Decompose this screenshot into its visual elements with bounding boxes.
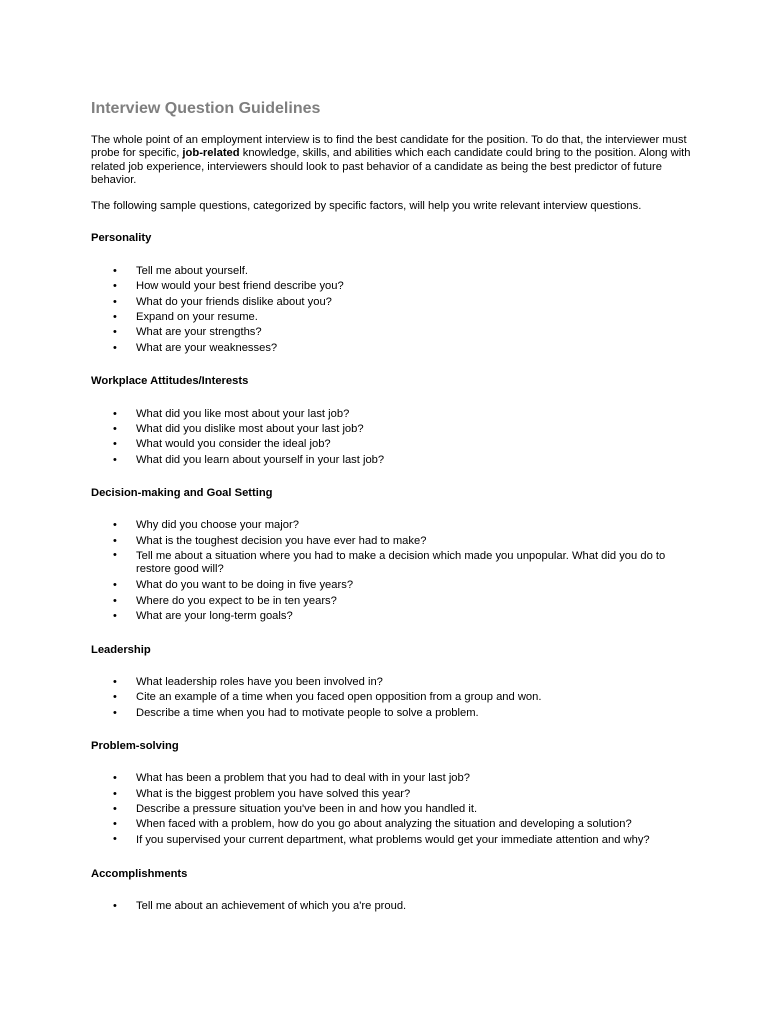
question-text: Tell me about an achievement of which you a're proud. xyxy=(136,900,407,913)
bullet-icon: • xyxy=(113,691,117,704)
question-text: Tell me about a situation where you had to make a decision which made you unpopular. What did you do to restore good will? xyxy=(136,549,666,576)
question-text: How would your best friend describe you? xyxy=(136,280,344,293)
question-text: Expand on your resume. xyxy=(136,311,258,323)
document-page xyxy=(91,100,691,934)
intro-paragraph xyxy=(91,134,691,187)
bullet-icon: • xyxy=(113,579,117,592)
question-item xyxy=(91,453,691,468)
question-item xyxy=(91,818,691,834)
question-text: What did you learn about yourself in your last job? xyxy=(136,453,385,466)
bullet-icon: • xyxy=(113,311,117,323)
bullet-icon: • xyxy=(113,706,117,719)
bullet-icon: • xyxy=(113,407,117,420)
section-heading: Problem-solving xyxy=(91,740,179,753)
question-item xyxy=(91,802,691,817)
question-item xyxy=(91,609,691,624)
bullet-icon: • xyxy=(113,341,117,354)
intro-text-start: The whole point of an employment interview is to find the best candidate for the position. To do that, the interviewer must probe for specific, xyxy=(91,134,687,160)
bullet-icon: • xyxy=(113,817,117,830)
question-item xyxy=(91,325,691,340)
question-text: Describe a pressure situation you've been in and how you handled it. xyxy=(136,803,478,816)
question-item xyxy=(91,407,691,422)
bullet-icon: • xyxy=(113,264,117,277)
question-text: Why did you choose your major? xyxy=(136,519,299,532)
bullet-icon: • xyxy=(113,438,117,451)
question-text: What is the biggest problem you have solved this year? xyxy=(136,787,411,800)
question-list xyxy=(91,407,691,469)
section-heading: Personality xyxy=(91,232,152,245)
question-item xyxy=(91,833,691,849)
question-text: What leadership roles have you been involved in? xyxy=(136,675,383,688)
question-text: What do you want to be doing in five years? xyxy=(136,579,354,592)
bullet-icon: • xyxy=(113,803,117,816)
question-list xyxy=(91,771,691,848)
bullet-icon: • xyxy=(113,549,117,562)
question-item xyxy=(91,787,691,802)
bullet-icon: • xyxy=(113,675,117,688)
question-item xyxy=(91,310,691,325)
section-heading: Leadership xyxy=(91,643,151,656)
question-item xyxy=(91,706,691,721)
sample-note: The following sample questions, categorized by specific factors, will help you write relevant interview questions. xyxy=(91,200,642,213)
question-text: What do your friends dislike about you? xyxy=(136,295,332,308)
question-sections xyxy=(91,232,691,914)
question-item xyxy=(91,518,691,533)
bullet-icon: • xyxy=(113,787,117,800)
question-item xyxy=(91,264,691,279)
question-item xyxy=(91,690,691,705)
bullet-icon: • xyxy=(113,594,117,607)
question-item xyxy=(91,771,691,786)
section-heading: Decision-making and Goal Setting xyxy=(91,487,273,500)
question-item xyxy=(91,534,691,549)
question-text: What are your strengths? xyxy=(136,326,262,339)
intro-text-end: knowledge, skills, and abilities which each candidate could bring to the position. Along with related job experience, interviewers should look to past behavior of a candidate as being the best predictor of future behavior. xyxy=(91,147,691,186)
bullet-icon: • xyxy=(113,422,117,435)
question-item xyxy=(91,594,691,609)
bullet-icon: • xyxy=(113,326,117,339)
question-text: What did you like most about your last job? xyxy=(136,407,350,420)
bullet-icon: • xyxy=(113,453,117,466)
question-list xyxy=(91,675,691,721)
question-item xyxy=(91,279,691,294)
question-text: What are your weaknesses? xyxy=(136,341,278,354)
question-list xyxy=(91,518,691,624)
question-text: Where do you expect to be in ten years? xyxy=(136,594,337,607)
document-title: Interview Question Guidelines xyxy=(91,100,321,117)
question-item xyxy=(91,899,691,914)
question-item xyxy=(91,295,691,310)
intro-bold-text: job-related xyxy=(182,147,240,160)
question-text: What are your long-term goals? xyxy=(136,610,293,623)
question-text: What would you consider the ideal job? xyxy=(136,438,331,451)
bullet-icon: • xyxy=(113,772,117,785)
bullet-icon: • xyxy=(113,610,117,623)
question-item xyxy=(91,437,691,452)
bullet-icon: • xyxy=(113,280,117,293)
question-item xyxy=(91,578,691,593)
question-list xyxy=(91,899,691,914)
section-heading: Workplace Attitudes/Interests xyxy=(91,375,249,388)
question-text: If you supervised your current department, what problems would get your immediate attention and why? xyxy=(136,833,650,846)
question-text: What did you dislike most about your last job? xyxy=(136,422,364,435)
bullet-icon: • xyxy=(113,534,117,547)
question-text: What is the toughest decision you have ever had to make? xyxy=(136,534,427,547)
question-item xyxy=(91,675,691,690)
section-heading: Accomplishments xyxy=(91,867,188,880)
bullet-icon: • xyxy=(113,900,117,913)
question-list xyxy=(91,264,691,356)
question-text: Cite an example of a time when you faced open opposition from a group and won. xyxy=(136,691,542,704)
bullet-icon: • xyxy=(113,295,117,308)
question-item xyxy=(91,422,691,437)
question-item xyxy=(91,549,691,578)
bullet-icon: • xyxy=(113,833,117,846)
question-text: What has been a problem that you had to deal with in your last job? xyxy=(136,772,470,785)
question-text: Describe a time when you had to motivate people to solve a problem. xyxy=(136,706,479,719)
bullet-icon: • xyxy=(113,519,117,532)
question-text: When faced with a problem, how do you go about analyzing the situation and developing a solution? xyxy=(136,818,632,831)
question-item xyxy=(91,341,691,356)
question-text: Tell me about yourself. xyxy=(136,264,248,277)
